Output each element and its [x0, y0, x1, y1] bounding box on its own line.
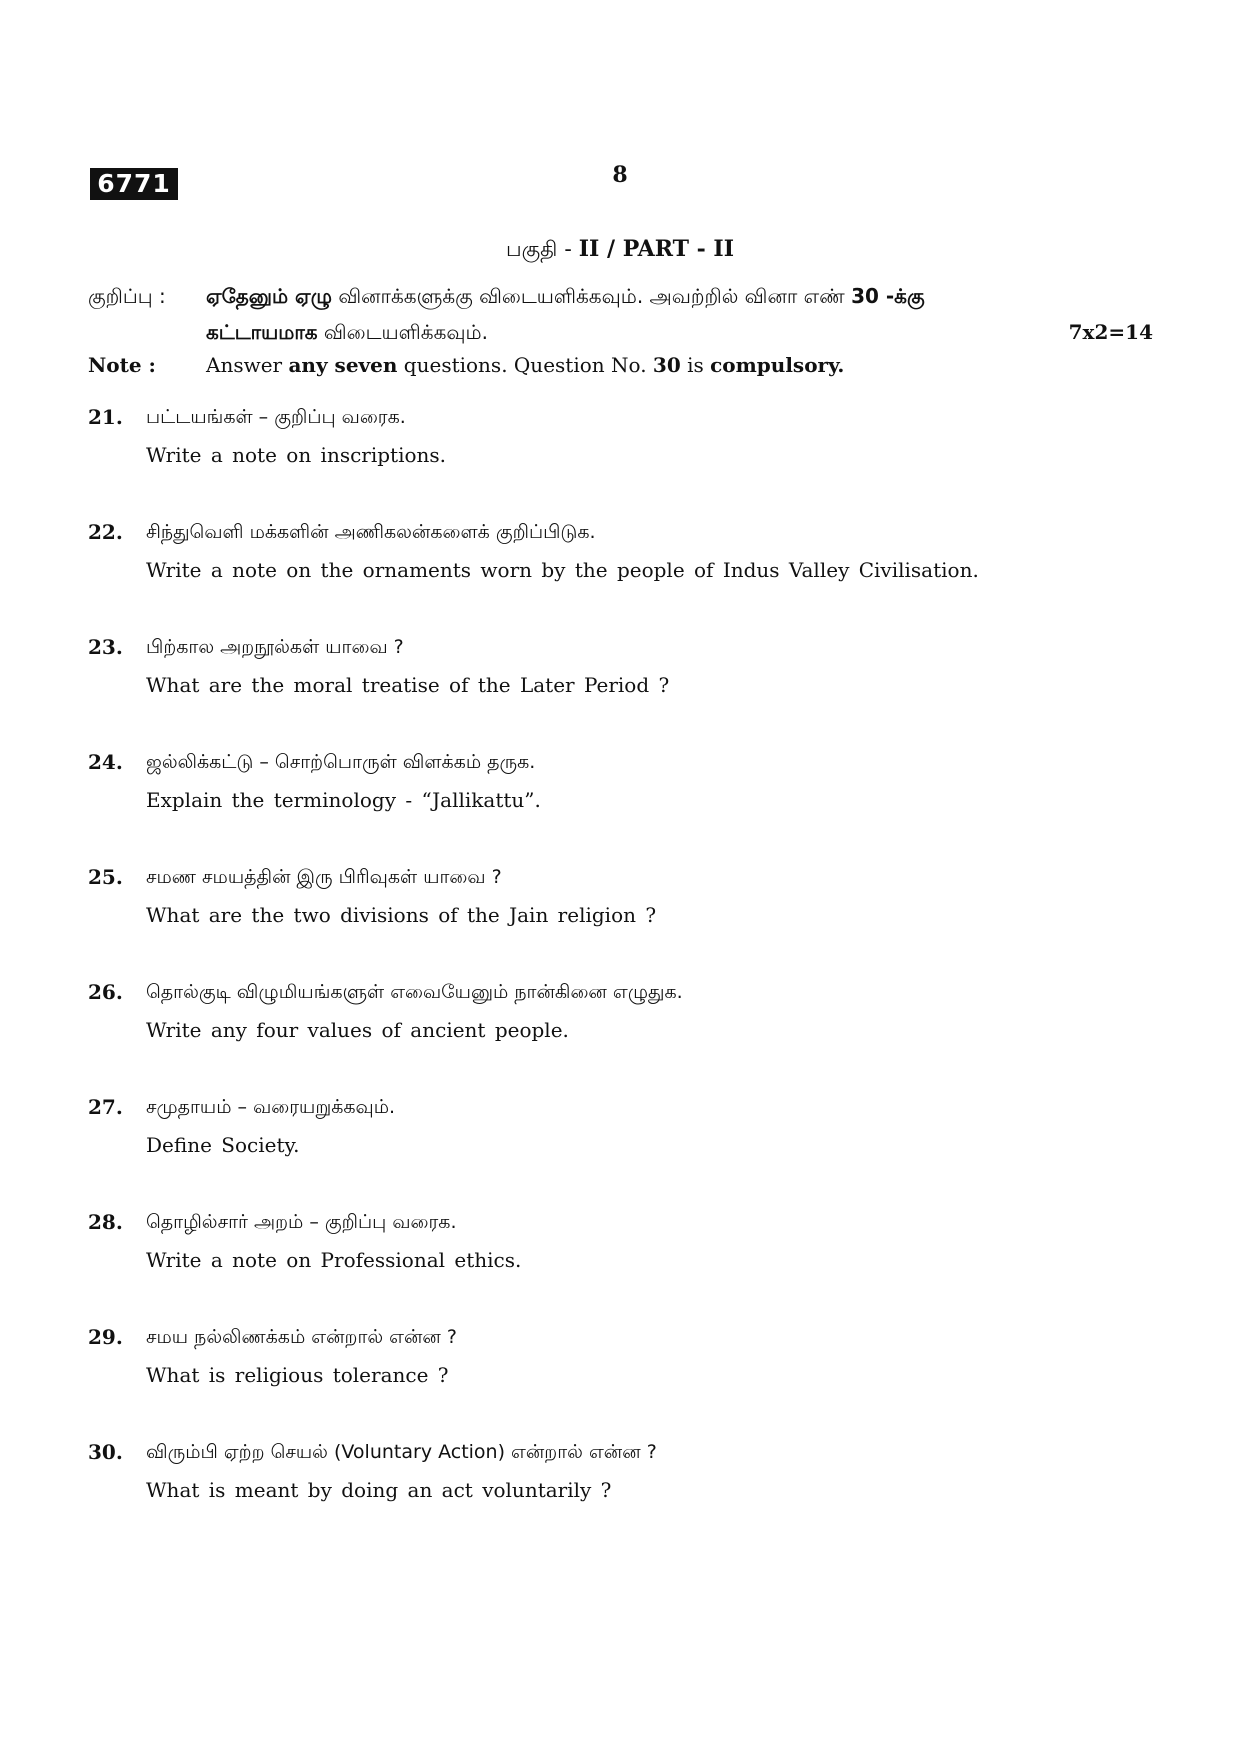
question-tamil: சிந்துவெளி மக்களின் அணிகலன்களைக் குறிப்பிடுக.	[146, 521, 596, 543]
question-english: Write a note on inscriptions.	[146, 443, 447, 467]
question-number: 21.	[88, 405, 123, 429]
part-title	[0, 236, 1240, 264]
question-tamil: தொழில்சார் அறம் – குறிப்பு வரைக.	[146, 1211, 457, 1233]
page-number: 8	[612, 162, 628, 188]
question-22	[88, 517, 1168, 632]
note-english	[88, 350, 844, 380]
question-english: What is religious tolerance ?	[146, 1363, 449, 1387]
part-title-label: II / PART - II	[578, 236, 735, 262]
question-tamil: தொல்குடி விழுமியங்களுள் எவையேனும் நான்கினை எழுதுக.	[146, 981, 683, 1003]
note-tamil-text1: வினாக்களுக்கு விடையளிக்கவும். அவற்றில் வினா எண்	[332, 284, 852, 308]
question-number: 23.	[88, 635, 123, 659]
question-english: Explain the terminology - “Jallikattu”.	[146, 788, 541, 812]
note-tamil	[88, 278, 1153, 350]
part-title-separator: -	[557, 237, 579, 262]
note-tamil-text	[206, 278, 1153, 350]
paper-code: 6771	[90, 168, 178, 200]
question-25	[88, 862, 1168, 977]
question-21	[88, 402, 1168, 517]
question-english: Write a note on the ornaments worn by the people of Indus Valley Civilisation.	[146, 558, 979, 582]
question-english: What are the moral treatise of the Later Period ?	[146, 673, 670, 697]
question-number: 26.	[88, 980, 123, 1004]
question-27	[88, 1092, 1168, 1207]
question-number: 24.	[88, 750, 123, 774]
note-english-text1: Answer	[206, 353, 289, 377]
question-number: 22.	[88, 520, 123, 544]
note-tamil-bold2: 30 -க்கு	[851, 284, 925, 308]
note-tamil-bold3: கட்டாயமாக	[206, 320, 318, 344]
question-number: 30.	[88, 1440, 123, 1464]
question-tamil: சமண சமயத்தின் இரு பிரிவுகள் யாவை ?	[146, 866, 502, 888]
note-english-label: Note :	[88, 353, 156, 377]
note-tamil-text2: விடையளிக்கவும்.	[317, 320, 488, 344]
marks-allocation: 7x2=14	[1068, 320, 1153, 344]
note-tamil-label: குறிப்பு :	[88, 284, 166, 308]
question-number: 29.	[88, 1325, 123, 1349]
note-english-bold1: any seven	[288, 353, 398, 377]
question-number: 28.	[88, 1210, 123, 1234]
note-english-text3: is	[680, 353, 711, 377]
question-tamil: விரும்பி ஏற்ற செயல் (Voluntary Action) என்றால் என்ன ?	[146, 1441, 657, 1463]
question-tamil: சமய நல்லிணக்கம் என்றால் என்ன ?	[146, 1326, 457, 1348]
question-23	[88, 632, 1168, 747]
question-number: 27.	[88, 1095, 123, 1119]
question-28	[88, 1207, 1168, 1322]
question-tamil: பிற்கால அறநூல்கள் யாவை ?	[146, 636, 404, 658]
part-title-tamil: பகுதி	[505, 237, 558, 261]
question-english: What are the two divisions of the Jain religion ?	[146, 903, 657, 927]
note-tamil-bold1: ஏதேனும் ஏழு	[206, 284, 332, 308]
question-english: Write any four values of ancient people.	[146, 1018, 569, 1042]
question-english: Write a note on Professional ethics.	[146, 1248, 522, 1272]
question-tamil: பட்டயங்கள் – குறிப்பு வரைக.	[146, 406, 406, 428]
question-tamil: சமுதாயம் – வரையறுக்கவும்.	[146, 1096, 396, 1118]
question-29	[88, 1322, 1168, 1437]
question-english: Define Society.	[146, 1133, 300, 1157]
note-english-text2: questions. Question No.	[397, 353, 653, 377]
question-30	[88, 1437, 1168, 1552]
question-english: What is meant by doing an act voluntarily ?	[146, 1478, 612, 1502]
note-english-bold3: compulsory.	[710, 353, 845, 377]
question-24	[88, 747, 1168, 862]
question-26	[88, 977, 1168, 1092]
question-tamil: ஜல்லிக்கட்டு – சொற்பொருள் விளக்கம் தருக.	[146, 751, 536, 773]
question-number: 25.	[88, 865, 123, 889]
note-english-bold2: 30	[652, 353, 681, 377]
question-list	[88, 402, 1168, 1552]
